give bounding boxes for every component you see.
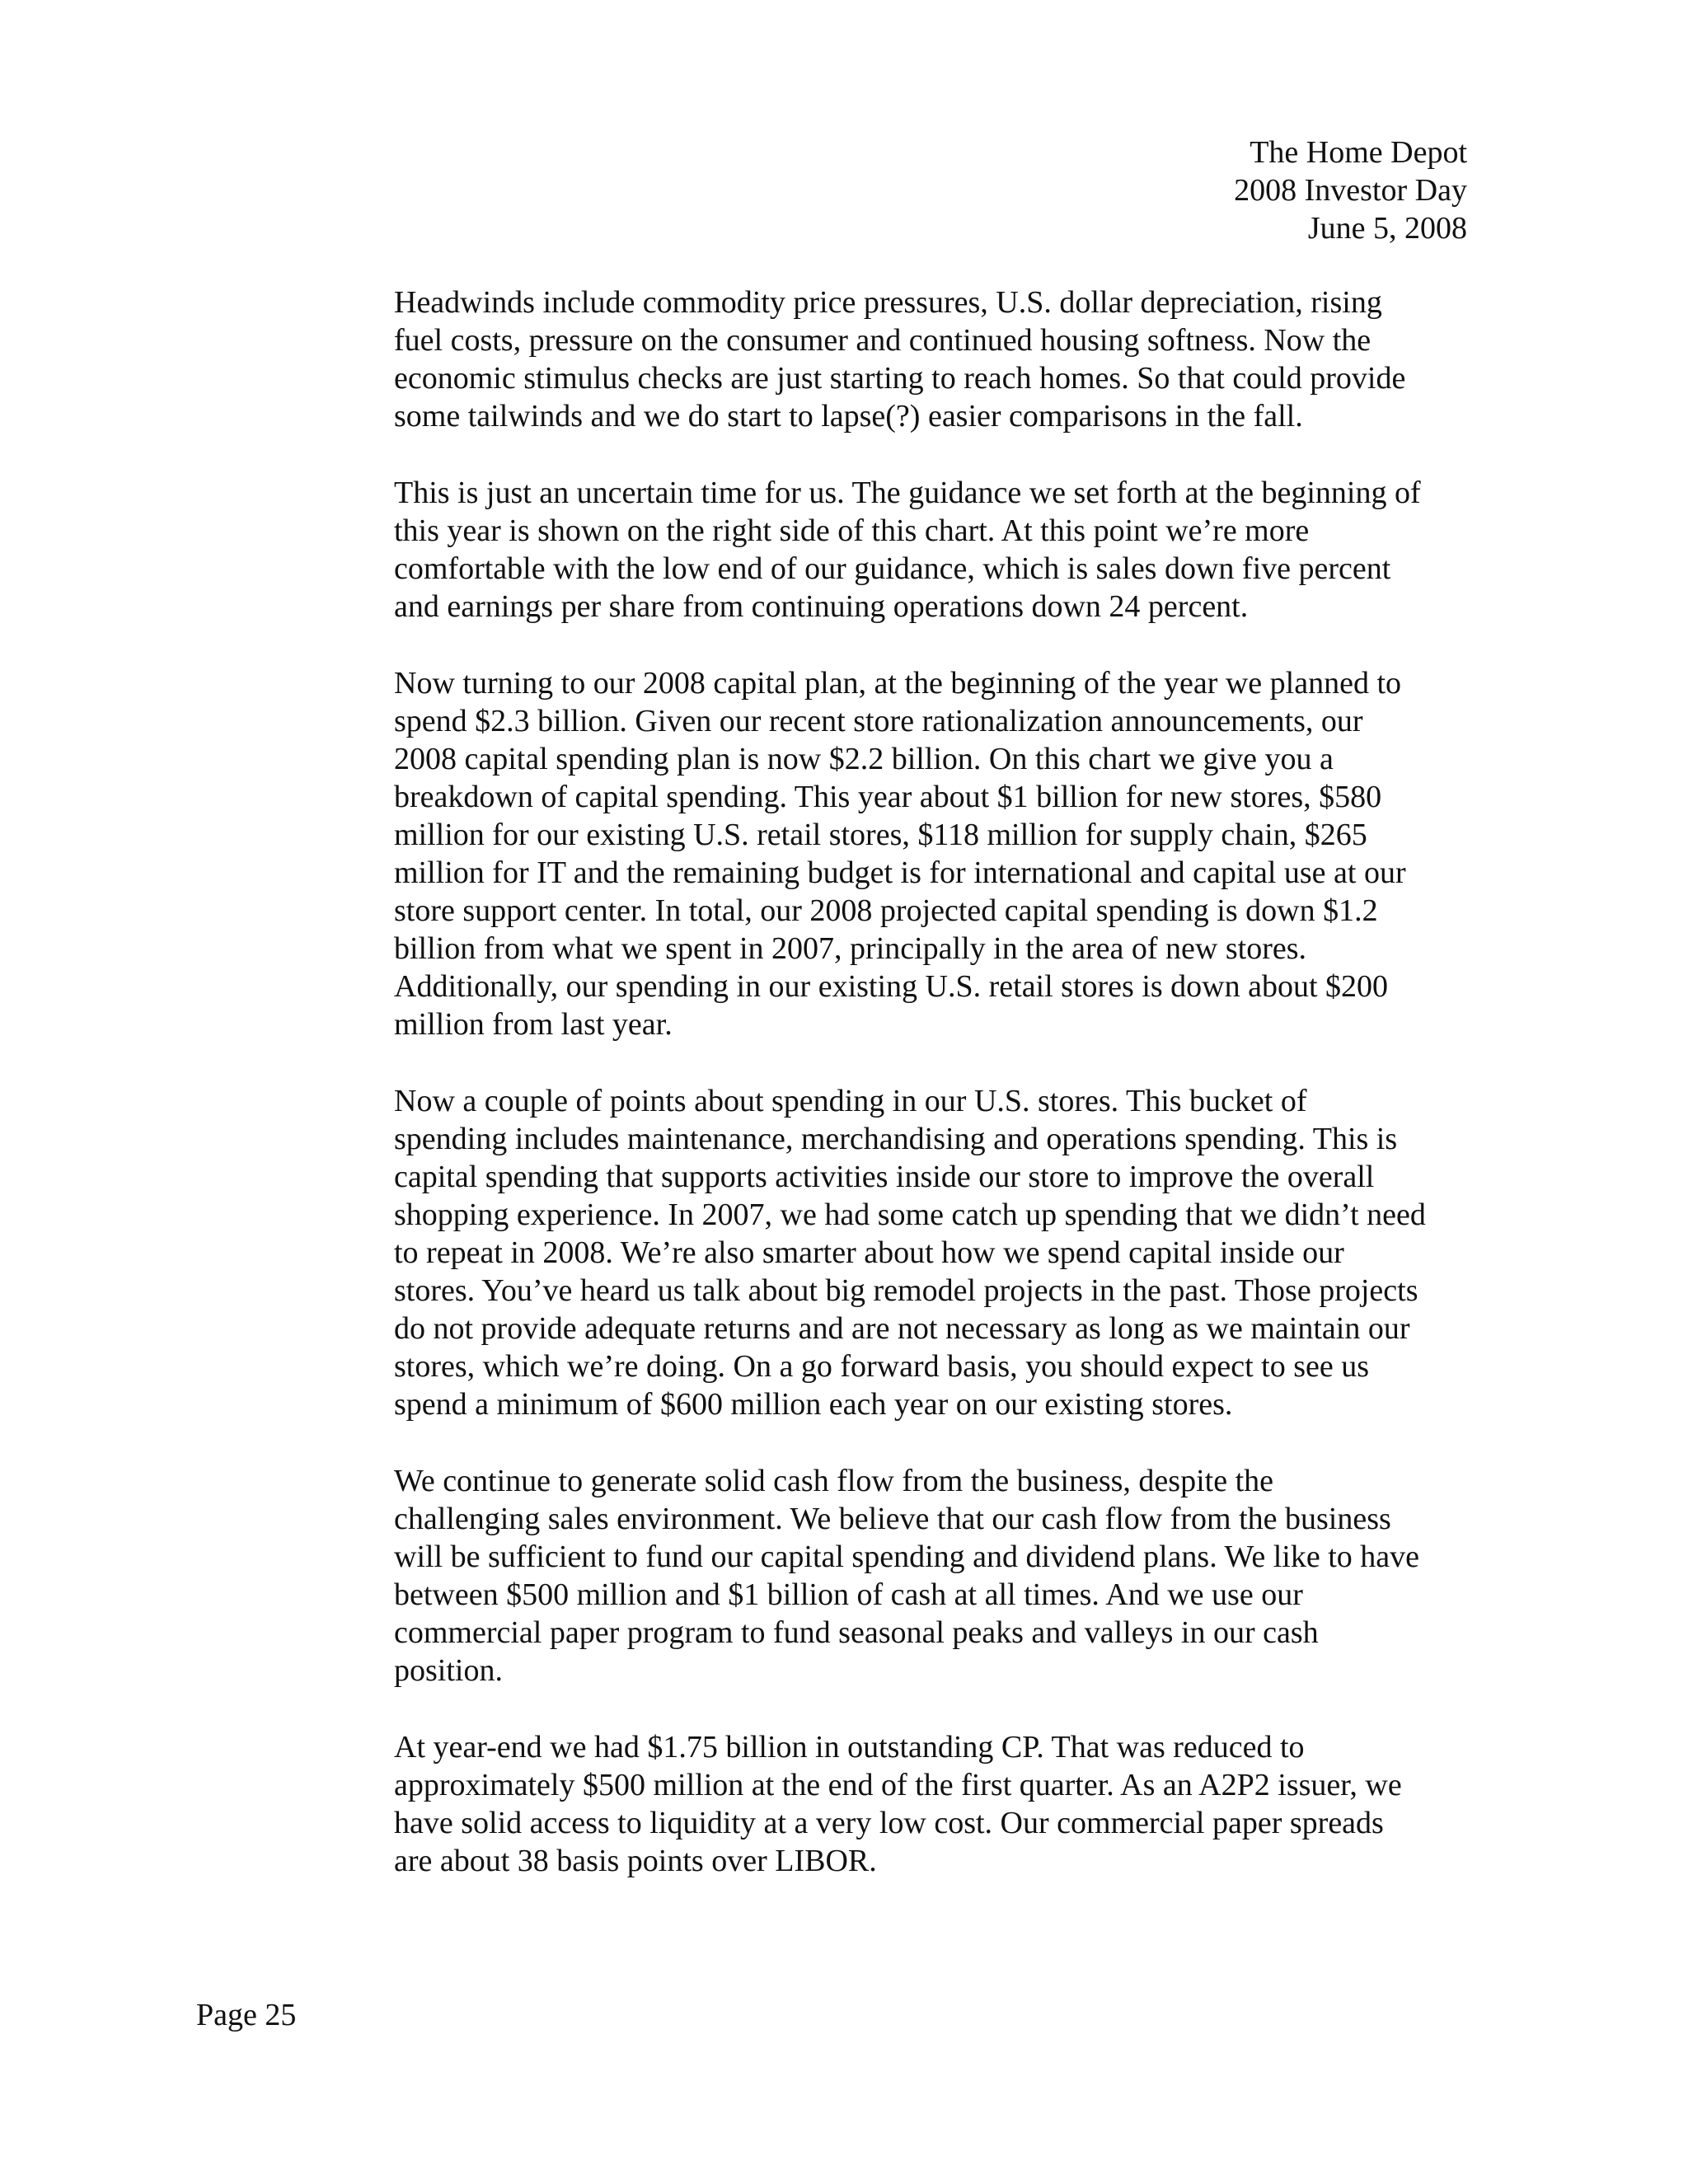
text-line: spend $2.3 billion. Given our recent store rationalization announcements, our [394, 704, 1363, 738]
paragraph [394, 1728, 1498, 1880]
text-line: to repeat in 2008. We’re also smarter about how we spend capital inside our [394, 1235, 1344, 1270]
text-line: We continue to generate solid cash flow from the business, despite the [394, 1464, 1273, 1498]
text-line: some tailwinds and we do start to lapse(?) easier comparisons in the fall. [394, 399, 1303, 434]
header-company: The Home Depot [1250, 135, 1467, 170]
text-line: challenging sales environment. We believe that our cash flow from the business [394, 1502, 1391, 1536]
transcript-body [394, 284, 1498, 1919]
text-line: store support center. In total, our 2008 projected capital spending is down $1.2 [394, 893, 1378, 928]
text-line: have solid access to liquidity at a very low cost. Our commercial paper spreads [394, 1806, 1384, 1840]
text-line: stores. You’ve heard us talk about big remodel projects in the past. Those projects [394, 1273, 1418, 1308]
text-line: million for IT and the remaining budget is for international and capital use at our [394, 855, 1406, 890]
text-line: spend a minimum of $600 million each year on our existing stores. [394, 1387, 1233, 1422]
paragraph [394, 1082, 1498, 1423]
header-event: 2008 Investor Day [1234, 173, 1467, 208]
text-line: commercial paper program to fund seasonal peaks and valleys in our cash [394, 1615, 1319, 1650]
document-header [1234, 134, 1467, 247]
text-line: Additionally, our spending in our existing U.S. retail stores is down about $200 [394, 969, 1389, 1004]
text-line: will be sufficient to fund our capital spending and dividend plans. We like to have [394, 1540, 1419, 1574]
text-line: do not provide adequate returns and are not necessary as long as we maintain our [394, 1311, 1410, 1346]
text-line: and earnings per share from continuing operations down 24 percent. [394, 589, 1249, 624]
text-line: spending includes maintenance, merchandising and operations spending. This is [394, 1122, 1398, 1156]
text-line: between $500 million and $1 billion of cash at all times. And we use our [394, 1577, 1303, 1612]
text-line: At year-end we had $1.75 billion in outstanding CP. That was reduced to [394, 1730, 1305, 1765]
paragraph [394, 284, 1498, 435]
text-line: capital spending that supports activities inside our store to improve the overall [394, 1160, 1375, 1194]
page-number: Page 25 [196, 1998, 297, 2032]
text-line: Now a couple of points about spending in our U.S. stores. This bucket of [394, 1084, 1307, 1118]
text-line: approximately $500 million at the end of the first quarter. As an A2P2 issuer, we [394, 1768, 1402, 1802]
header-date: June 5, 2008 [1307, 211, 1467, 246]
text-line: Now turning to our 2008 capital plan, at the beginning of the year we planned to [394, 666, 1402, 701]
text-line: This is just an uncertain time for us. The guidance we set forth at the beginning of [394, 476, 1421, 510]
text-line: fuel costs, pressure on the consumer and continued housing softness. Now the [394, 323, 1372, 358]
text-line: 2008 capital spending plan is now $2.2 billion. On this chart we give you a [394, 742, 1334, 776]
text-line: this year is shown on the right side of this chart. At this point we’re more [394, 513, 1310, 548]
paragraph [394, 1462, 1498, 1690]
text-line: million for our existing U.S. retail stores, $118 million for supply chain, $265 [394, 818, 1367, 852]
text-line: economic stimulus checks are just starting to reach homes. So that could provide [394, 361, 1406, 396]
text-line: shopping experience. In 2007, we had some catch up spending that we didn’t need [394, 1197, 1426, 1232]
text-line: breakdown of capital spending. This year about $1 billion for new stores, $580 [394, 780, 1382, 814]
text-line: comfortable with the low end of our guidance, which is sales down five percent [394, 551, 1391, 586]
text-line: position. [394, 1653, 503, 1688]
paragraph [394, 474, 1498, 626]
text-line: billion from what we spent in 2007, principally in the area of new stores. [394, 931, 1307, 966]
text-line: million from last year. [394, 1007, 673, 1042]
paragraph [394, 664, 1498, 1043]
text-line: stores, which we’re doing. On a go forward basis, you should expect to see us [394, 1349, 1370, 1384]
text-line: are about 38 basis points over LIBOR. [394, 1844, 877, 1878]
text-line: Headwinds include commodity price pressures, U.S. dollar depreciation, rising [394, 285, 1382, 320]
